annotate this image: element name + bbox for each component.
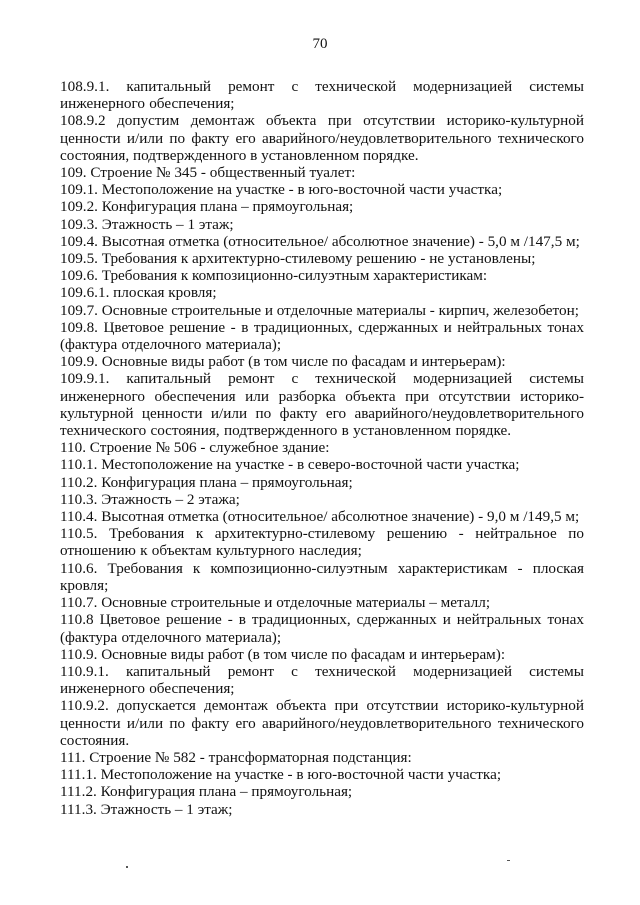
scan-speck — [507, 860, 510, 861]
paragraph-109-3: 109.3. Этажность – 1 этаж; — [60, 215, 234, 233]
paragraph-109-1: 109.1. Местоположение на участке - в юго-восточной части участка; — [60, 181, 503, 199]
paragraph-110-9-2: 110.9.2. допускается демонтаж объекта при отсутствии историко-культурной ценности и/или по факту его аварийного/неудовлетворительного технического состояния. — [60, 697, 584, 749]
paragraph-110-2: 110.2. Конфигурация плана – прямоугольная; — [60, 473, 353, 491]
paragraph-111-2: 111.2. Конфигурация плана – прямоугольная; — [60, 783, 353, 801]
paragraph-110-6: 110.6. Требования к композиционно-силуэтным характеристикам - плоская кровля; — [60, 559, 584, 594]
paragraph-110: 110. Строение № 506 - служебное здание: — [60, 439, 330, 457]
paragraph-109-4: 109.4. Высотная отметка (относительное/ абсолютное значение) - 5,0 м /147,5 м; — [60, 232, 580, 250]
paragraph-110-8: 110.8 Цветовое решение - в традиционных, сдержанных и нейтральных тонах (фактура отделочного материала); — [60, 611, 584, 646]
paragraph-110-9: 110.9. Основные виды работ (в том числе по фасадам и интерьерам): — [60, 645, 506, 663]
page-number: 70 — [312, 36, 328, 52]
paragraph-111-3: 111.3. Этажность – 1 этаж; — [60, 800, 233, 818]
paragraph-109-8: 109.8. Цветовое решение - в традиционных, сдержанных и нейтральных тонах (фактура отделочного материала); — [60, 318, 584, 354]
paragraph-110-5: 110.5. Требования к архитектурно-стилевому решению - нейтральное по отношению к объектам культурного наследия; — [60, 525, 584, 560]
paragraph-111: 111. Строение № 582 - трансформаторная подстанция: — [60, 748, 412, 766]
paragraph-110-7: 110.7. Основные строительные и отделочные материалы – металл; — [60, 594, 491, 612]
paragraph-110-1: 110.1. Местоположение на участке - в северо-восточной части участка; — [60, 456, 520, 474]
paragraph-111-1: 111.1. Местоположение на участке - в юго-восточной части участка; — [60, 766, 502, 784]
paragraph-109-7: 109.7. Основные строительные и отделочные материалы - кирпич, железобетон; — [60, 301, 579, 319]
scan-speck — [126, 866, 128, 868]
paragraph-110-3: 110.3. Этажность – 2 этажа; — [60, 490, 240, 508]
paragraph-108-9-2: 108.9.2 допустим демонтаж объекта при отсутствии историко-культурной ценности и/или по факту его аварийного/неудовлетворительного технического состояния, подтвержденного в установленном порядке. — [60, 112, 584, 164]
paragraph-109: 109. Строение № 345 - общественный туалет: — [60, 164, 356, 182]
paragraph-109-6-1: 109.6.1. плоская кровля; — [60, 284, 217, 302]
paragraph-110-4: 110.4. Высотная отметка (относительное/ абсолютное значение) - 9,0 м /149,5 м; — [60, 508, 580, 526]
paragraph-109-6: 109.6. Требования к композиционно-силуэтным характеристикам: — [60, 267, 488, 285]
paragraph-109-9-1: 109.9.1. капитальный ремонт с технической модернизацией системы инженерного обеспечения или разборка объекта при отсутствии историко-культурной ценности и/или по факту его аварийного/неудовлетворительного технического состояния, подтвержденного в установленном порядке. — [60, 370, 584, 440]
paragraph-108-9-1: 108.9.1. капитальный ремонт с технической модернизацией системы инженерного обеспечения; — [60, 78, 584, 113]
paragraph-109-9: 109.9. Основные виды работ (в том числе по фасадам и интерьерам): — [60, 353, 506, 371]
document-body — [60, 78, 584, 818]
paragraph-109-2: 109.2. Конфигурация плана – прямоугольная; — [60, 198, 354, 216]
paragraph-110-9-1: 110.9.1. капитальный ремонт с технической модернизацией системы инженерного обеспечения; — [60, 662, 584, 698]
paragraph-109-5: 109.5. Требования к архитектурно-стилевому решению - не установлены; — [60, 250, 536, 268]
